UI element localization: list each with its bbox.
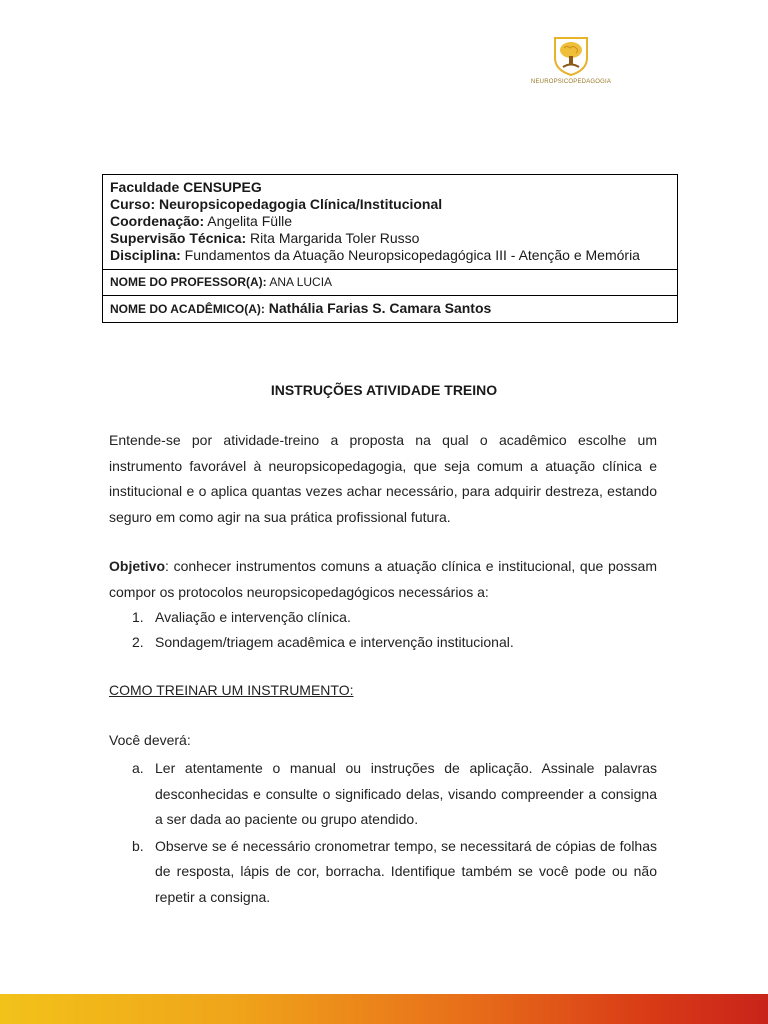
professor-row: NOME DO PROFESSOR(A): ANA LUCIA	[103, 270, 677, 296]
steps-list	[132, 756, 657, 911]
supervisao-line: Supervisão Técnica: Rita Margarida Toler Russo	[110, 230, 420, 246]
voce-devera: Você deverá:	[109, 732, 191, 748]
header-info-block	[103, 175, 677, 270]
header-box	[102, 174, 678, 323]
curso-line: Curso: Neuropsicopedagogia Clínica/Institucional	[110, 196, 443, 212]
list-item: 2. Sondagem/triagem acadêmica e intervenção institucional.	[132, 634, 514, 650]
paragraph-intro: Entende-se por atividade-treino a proposta na qual o acadêmico escolhe um instrumento favorável à neuropsicopedagogia, que seja comum a atuação clínica e institucional e o aplica quantas vezes achar necessário, para adquirir destreza, estando seguro em como agir na sua prática profissional futura.	[109, 432, 657, 525]
objetivo-text: : conhecer instrumentos comuns a atuação clínica e institucional, que possam compor os protocolos neuropsicopedagógicos necessários a:	[109, 558, 657, 600]
objetivo-list	[132, 605, 514, 655]
disciplina-line: Disciplina: Fundamentos da Atuação Neuropsicopedagógica III - Atenção e Memória	[110, 247, 640, 263]
paragraph-objetivo	[109, 554, 657, 605]
list-item: 1. Avaliação e intervenção clínica.	[132, 609, 351, 625]
objetivo-label: Objetivo	[109, 558, 166, 574]
logo	[528, 36, 614, 92]
page-title: INSTRUÇÕES ATIVIDADE TREINO	[270, 382, 498, 398]
tree-brain-icon	[552, 36, 590, 76]
logo-text: NEUROPSICOPEDAGOGIA	[530, 79, 612, 85]
footer-gradient-bar	[0, 994, 768, 1024]
academico-row: NOME DO ACADÊMICO(A): Nathália Farias S. Camara Santos	[110, 300, 492, 316]
section-heading: COMO TREINAR UM INSTRUMENTO:	[109, 682, 354, 698]
coordenacao-line: Coordenação: Angelita Fülle	[110, 213, 293, 229]
list-item: a. Ler atentamente o manual ou instruções de aplicação. Assinale palavras desconhecidas e consulte o significado delas, visando compreender a consigna a ser dada ao paciente ou grupo atendido.	[132, 760, 657, 827]
faculdade-line: Faculdade CENSUPEG	[110, 179, 262, 195]
list-item: b. Observe se é necessário cronometrar tempo, se necessitará de cópias de folhas de resposta, lápis de cor, borracha. Identifique também se você pode ou não repetir a consigna.	[132, 837, 657, 905]
